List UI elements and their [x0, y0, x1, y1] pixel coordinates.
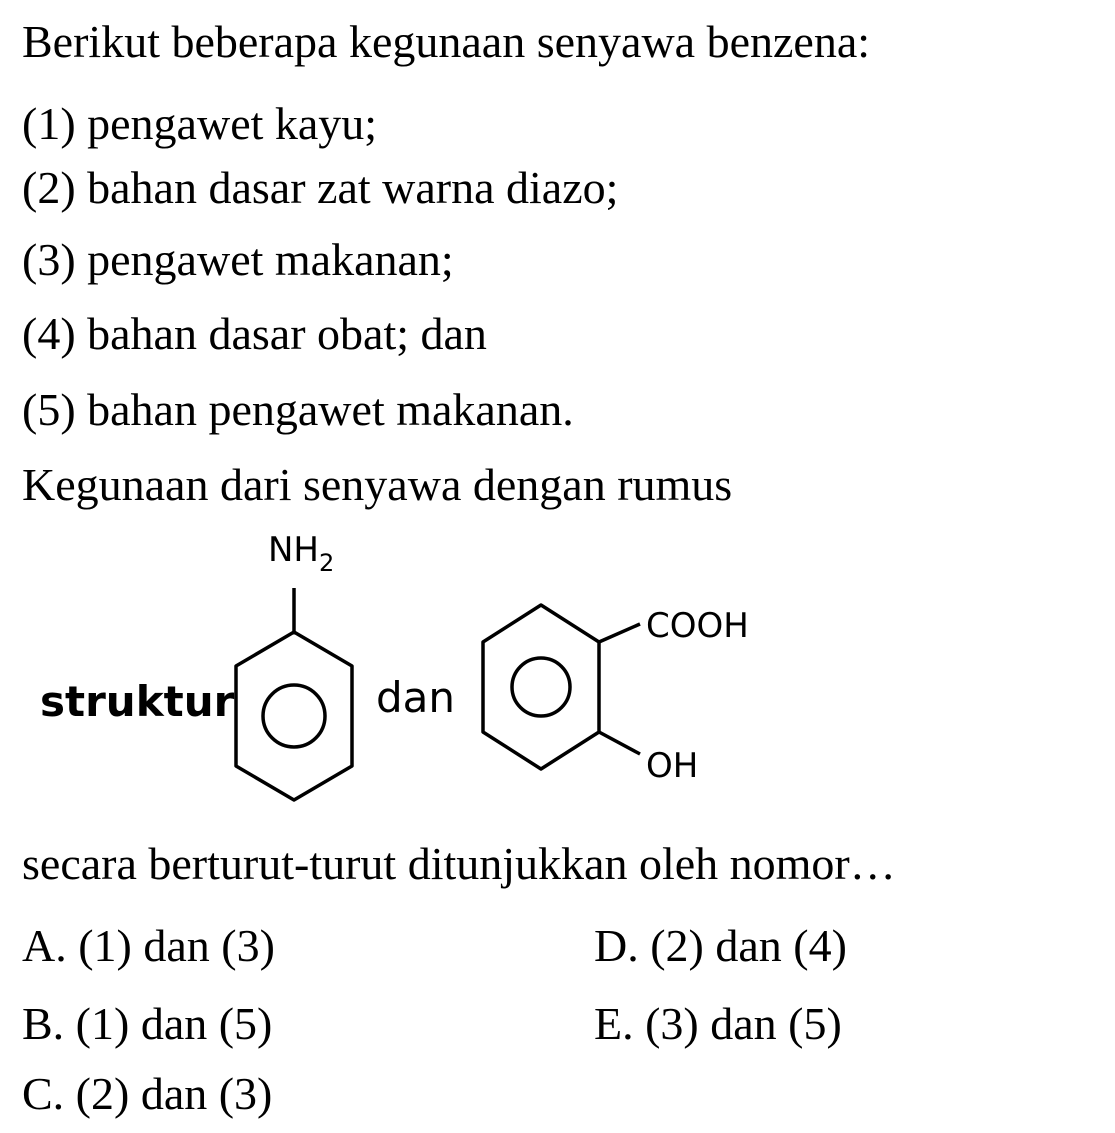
salicylic-acid-structure [483, 605, 749, 786]
oh-group-label: OH [646, 746, 699, 786]
option-e[interactable]: E. (3) dan (5) [594, 998, 842, 1049]
aniline-structure [236, 530, 352, 800]
nh2-group-label: $NH_2$ [268, 530, 335, 577]
label-structure: struktur [40, 677, 235, 726]
use-item-1: (1) pengawet kayu; [22, 98, 378, 149]
use-item-3: (3) pengawet makanan; [22, 234, 454, 285]
use-item-2: (2) bahan dasar zat warna diazo; [22, 162, 619, 213]
question-continuation: secara berturut-turut ditunjukkan oleh nomor… [22, 838, 896, 889]
cooh-group-label: COOH [646, 606, 749, 646]
use-item-4: (4) bahan dasar obat; dan [22, 308, 487, 359]
benzene-ring-salicylic [483, 605, 599, 769]
benzene-ring-aniline [236, 632, 352, 800]
question-intro: Berikut beberapa kegunaan senyawa benzena: [22, 16, 871, 67]
aromatic-circle-aniline [263, 685, 325, 747]
question-prompt: Kegunaan dari senyawa dengan rumus [22, 459, 733, 510]
option-a[interactable]: A. (1) dan (3) [22, 920, 275, 971]
option-b[interactable]: B. (1) dan (5) [22, 998, 273, 1049]
option-c[interactable]: C. (2) dan (3) [22, 1068, 273, 1119]
label-and: dan [376, 673, 456, 722]
aromatic-circle-salicylic [512, 658, 570, 716]
option-d[interactable]: D. (2) dan (4) [594, 920, 847, 971]
structure-figure [0, 520, 1115, 820]
structure-diagram [0, 520, 1115, 820]
use-item-5: (5) bahan pengawet makanan. [22, 384, 574, 435]
c-oh-bond [599, 732, 640, 754]
c-cooh-bond [599, 624, 640, 642]
